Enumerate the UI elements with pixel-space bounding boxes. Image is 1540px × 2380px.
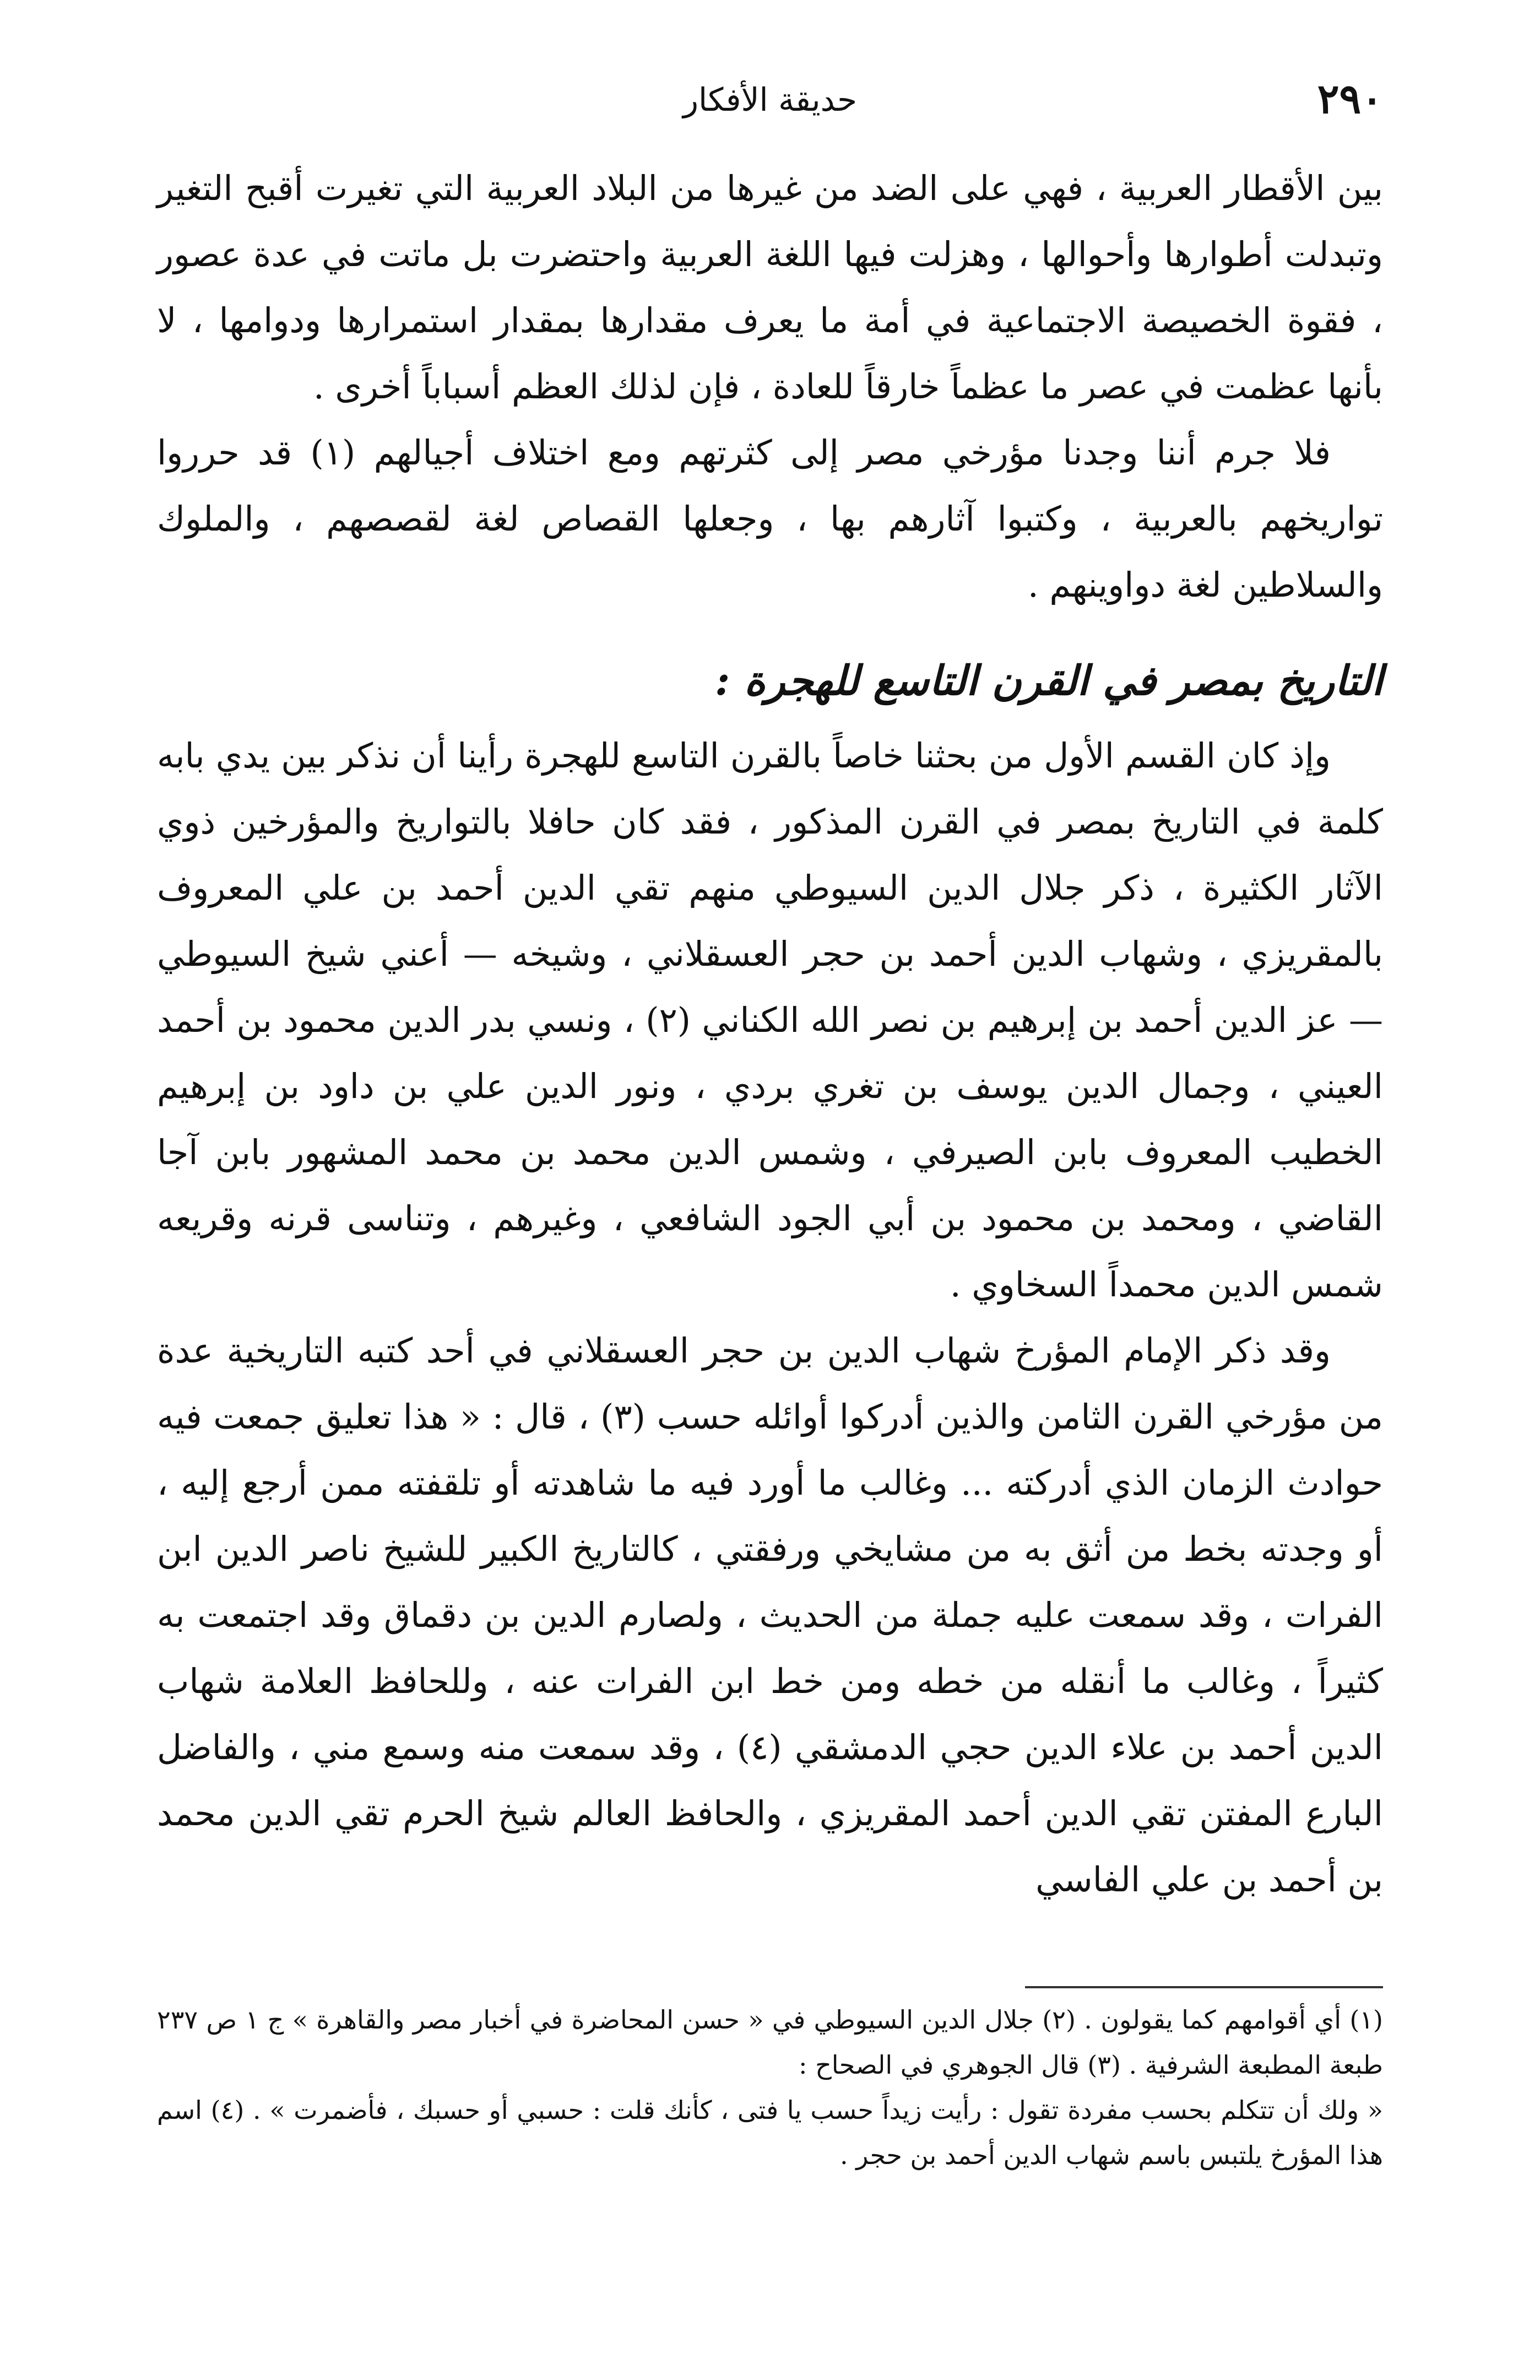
paragraph-3: وإذ كان القسم الأول من بحثنا خاصاً بالقرن التاسع للهجرة رأينا أن نذكر بين يدي بابه كلمة في التاريخ بمصر في القرن المذكور ، فقد كان حافلا بالتواريخ والمؤرخين ذوي الآثار الكثيرة ، ذكر جلال الدين السيوطي منهم تقي الدين أحمد بن علي المعروف بالمقريزي ، وشهاب الدين أحمد بن حجر العسقلاني ، وشيخه — أعني شيخ السيوطي — عز الدين أحمد بن إبرهيم بن نصر الله الكناني (٢) ، ونسي بدر الدين محمود بن أحمد العيني ، وجمال الدين يوسف بن تغري بردي ، ونور الدين علي بن داود بن إبرهيم الخطيب المعروف بابن الصيرفي ، وشمس الدين محمد بن محمد المشهور بابن آجا القاضي ، ومحمد بن محمود بن أبي الجود الشافعي ، وغيرهم ، وتناسى قرنه وقريعه شمس الدين محمداً السخاوي . <box>157 735 1383 1305</box>
paragraph-4: وقد ذكر الإمام المؤرخ شهاب الدين بن حجر العسقلاني في أحد كتبه التاريخية عدة من مؤرخي القرن الثامن والذين أدركوا أوائله حسب (٣) ، قال : « هذا تعليق جمعت فيه حوادث الزمان الذي أدركته ... وغالب ما أورد فيه ما شاهدته أو تلقفته ممن أرجع إليه ، أو وجدته بخط من أثق به من مشايخي ورفقتي ، كالتاريخ الكبير للشيخ ناصر الدين ابن الفرات ، وقد سمعت عليه جملة من الحديث ، ولصارم الدين بن دقماق وقد اجتمعت به كثيراً ، وغالب ما أنقله من خطه ومن خط ابن الفرات عنه ، وللحافظ العلامة شهاب الدين أحمد بن علاء الدين حجي الدمشقي (٤) ، وقد سمعت منه وسمع مني ، والفاضل البارع المفتن تقي الدين أحمد المقريزي ، والحافظ العالم شيخ الحرم تقي الدين محمد بن أحمد بن علي الفاسي <box>157 1330 1383 1900</box>
paragraph-2: فلا جرم أننا وجدنا مؤرخي مصر إلى كثرتهم ومع اختلاف أجيالهم (١) قد حرروا تواريخهم بالعربية ، وكتبوا آثارهم بها ، وجعلها القصاص لغة لقصصهم ، والملوك والسلاطين لغة دواوينهم . <box>157 432 1383 605</box>
page-number: ٢٩٠ <box>1317 75 1383 123</box>
footnotes <box>157 1997 1383 2178</box>
paragraph-1: بين الأقطار العربية ، فهي على الضد من غيرها من البلاد العربية التي تغيرت أقبح التغير وتبدلت أطوارها وأحوالها ، وهزلت فيها اللغة العربية واحتضرت بل ماتت في عدة عصور ، فقوة الخصيصة الاجتماعية في أمة ما يعرف مقدارها بمقدار استمرارها ودوامها ، لا بأنها عظمت في عصر ما عظماً خارقاً للعادة ، فإن لذلك العظم أسباباً أخرى . <box>157 168 1383 407</box>
footnote-line-2: « ولك أن تتكلم بحسب مفردة تقول : رأيت زيداً حسب يا فتى ، كأنك قلت : حسبي أو حسبك ، فأضمرت » . (٤) اسم هذا المؤرخ يلتبس باسم شهاب الدين أحمد بن حجر . <box>157 2095 1383 2170</box>
section-heading: التاريخ بمصر في القرن التاسع للهجرة : <box>714 657 1383 705</box>
main-text <box>157 155 1383 1913</box>
running-title: حديقة الأفكار <box>683 81 857 118</box>
page-header <box>157 72 1383 132</box>
footnote-separator <box>1025 1986 1383 1988</box>
footnote-line-1: (١) أي أقوامهم كما يقولون . (٢) جلال الدين السيوطي في « حسن المحاضرة في أخبار مصر والقاهرة » ج ١ ص ٢٣٧ طبعة المطبعة الشرفية . (٣) قال الجوهري في الصحاح : <box>157 2005 1383 2080</box>
